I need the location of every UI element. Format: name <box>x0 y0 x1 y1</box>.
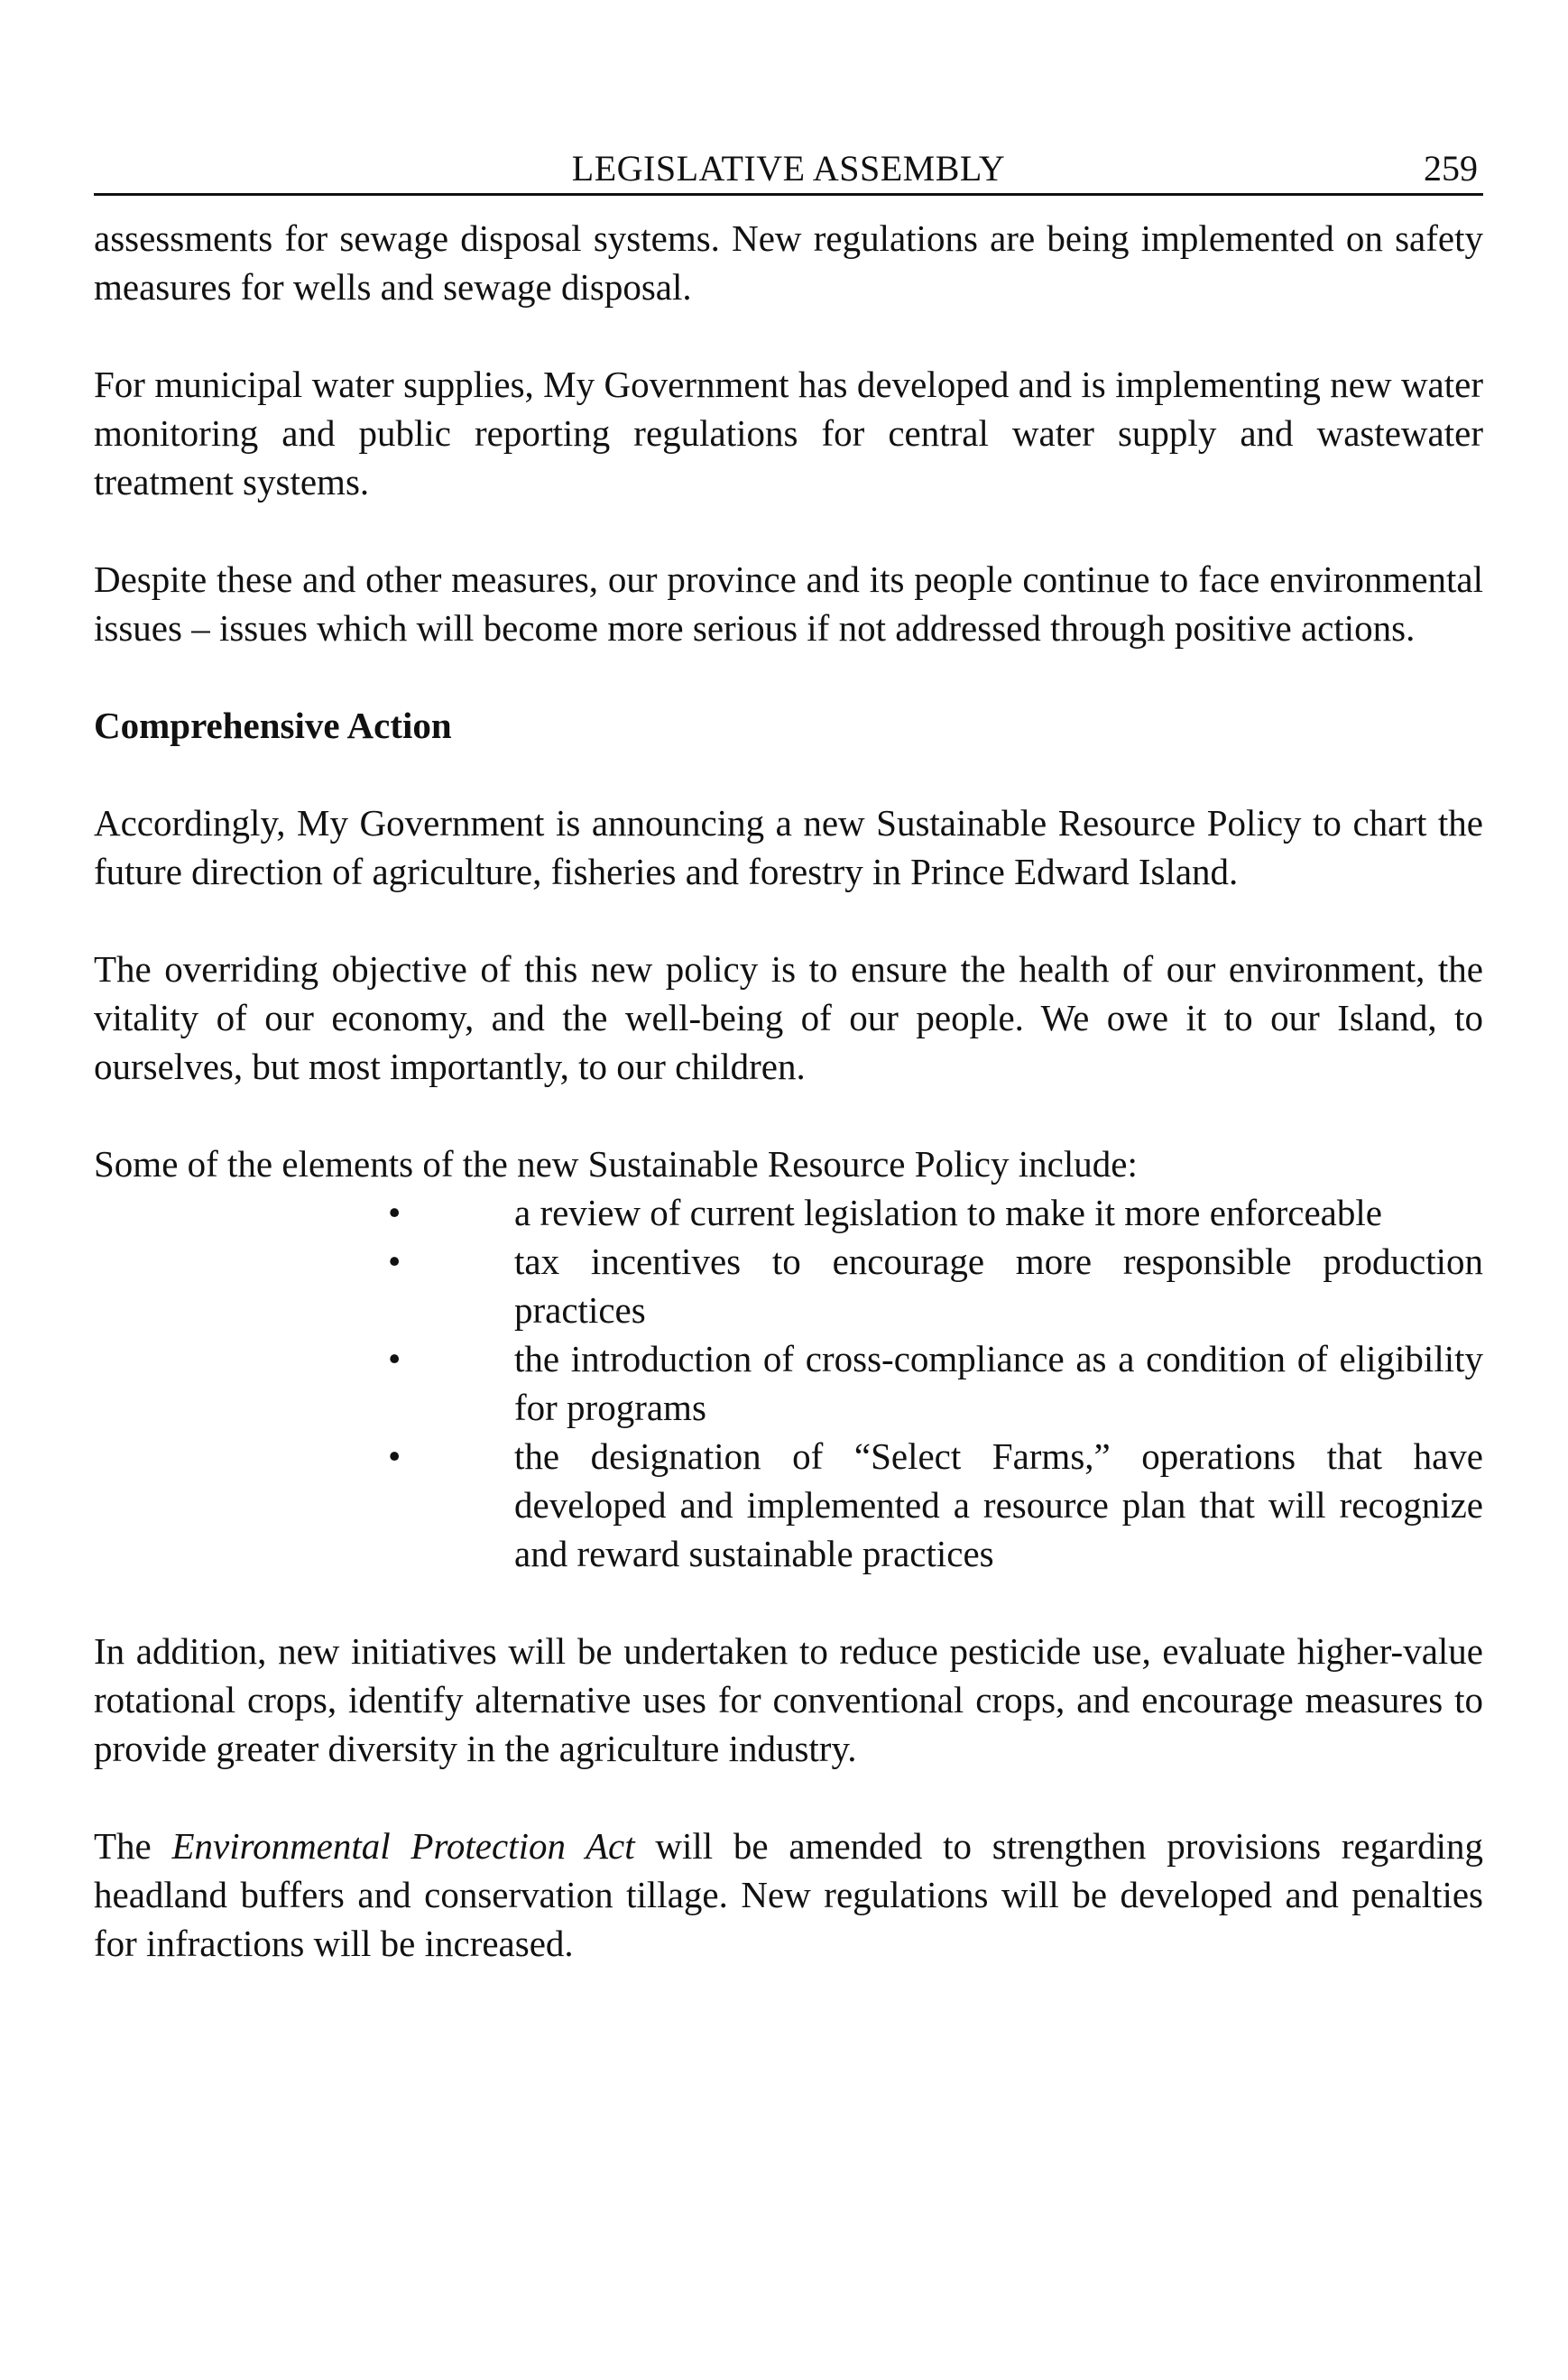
list-item <box>94 1237 1483 1334</box>
page-header <box>94 135 1483 196</box>
policy-elements-list <box>94 1188 1483 1578</box>
header-title: LEGISLATIVE ASSEMBLY <box>571 148 1006 189</box>
paragraph-environmental-issues: Despite these and other measures, our province and its people continue to face environmental issues – issues which will become more serious if not addressed through positive actions. <box>94 558 1483 649</box>
paragraph-municipal-water: For municipal water supplies, My Government has developed and is implementing new water monitoring and public reporting regulations for central water supply and wastewater treatment systems. <box>94 364 1483 503</box>
paragraph-text-end: will be amended to strengthen provisions regarding headland buffers and conservation tillage. New regulations will be developed and penalties for infractions will be increased. <box>94 1825 1483 1964</box>
list-item <box>94 1334 1483 1432</box>
paragraph-objective: The overriding objective of this new policy is to ensure the health of our environment, the vitality of our economy, and the well-being of our people. We owe it to our Island, to ourselves, but most importantly, to our children. <box>94 948 1483 1087</box>
list-item-text: tax incentives to encourage more responsible production practices <box>514 1241 1483 1331</box>
document-page <box>94 135 1483 1968</box>
list-item-text: the introduction of cross-compliance as a condition of eligibility for programs <box>514 1338 1483 1428</box>
paragraph-text-start: The <box>94 1825 172 1867</box>
list-item <box>94 1188 1483 1237</box>
paragraph-environmental-protection-act <box>94 1822 1483 1968</box>
paragraph-sewage: assessments for sewage disposal systems. New regulations are being implemented on safety measures for wells and sewage disposal. <box>94 217 1483 308</box>
section-heading: Comprehensive Action <box>94 705 452 746</box>
paragraph-initiatives: In addition, new initiatives will be undertaken to reduce pesticide use, evaluate higher-value rotational crops, identify alternative uses for conventional crops, and encourage measures to provide greater diversity in the agriculture industry. <box>94 1630 1483 1769</box>
list-item-text: a review of current legislation to make it more enforceable <box>514 1192 1382 1233</box>
bullet-icon: • <box>388 1192 401 1233</box>
paragraph-elements-intro: Some of the elements of the new Sustainable Resource Policy include: <box>94 1143 1138 1185</box>
act-title: Environmental Protection Act <box>171 1825 635 1867</box>
bullet-icon: • <box>388 1241 401 1282</box>
list-item <box>94 1432 1483 1578</box>
paragraph-sustainable-policy: Accordingly, My Government is announcing a new Sustainable Resource Policy to chart the future direction of agriculture, fisheries and forestry in Prince Edward Island. <box>94 802 1483 892</box>
bullet-icon: • <box>388 1435 401 1477</box>
list-item-text: the designation of “Select Farms,” operations that have developed and implemented a resource plan that will recognize and reward sustainable practices <box>514 1435 1483 1574</box>
bullet-icon: • <box>388 1338 401 1379</box>
page-number: 259 <box>1424 148 1478 189</box>
